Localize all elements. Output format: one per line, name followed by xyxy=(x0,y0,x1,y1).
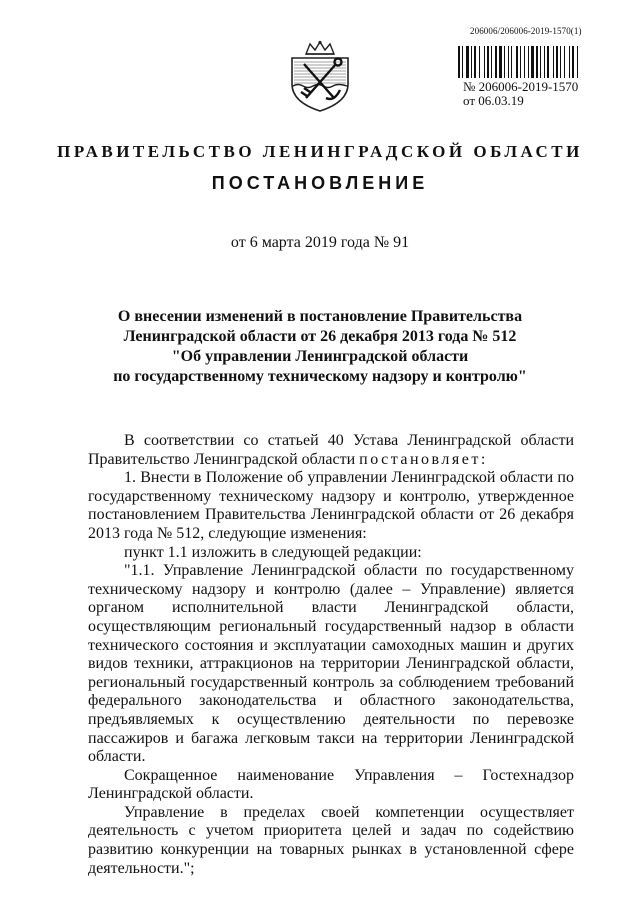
paragraph-competence: Управление в пределах своей компетенции осуществляет деятельность с учетом приоритета целей и задач по содействию развитию конкуренции на товарных рынках в установленной сфере деятельности."; xyxy=(88,803,574,877)
document-type: ПОСТАНОВЛЕНИЕ xyxy=(211,173,429,193)
title-line: Ленинградской области от 26 декабря 2013 года № 512 xyxy=(123,328,517,345)
title-line: по государственному техническому надзору и контролю" xyxy=(113,368,527,385)
paragraph-item-1: 1. Внести в Положение об управлении Ленинградской области по государственному техническому надзору и контролю, утвержденное постановлением Правительства Ленинградской области от 26 декабря 2013 года № 512, следующие изменения: xyxy=(88,469,574,542)
registry-stamp xyxy=(463,80,578,108)
document-body xyxy=(88,432,574,878)
title-line: "Об управлении Ленинградской области xyxy=(171,348,469,365)
resolves-word: постановляет: xyxy=(359,450,488,468)
preamble-paragraph xyxy=(88,432,574,469)
registry-date: от 06.03.19 xyxy=(463,93,524,108)
issuer-heading: ПРАВИТЕЛЬСТВО ЛЕНИНГРАДСКОЙ ОБЛАСТИ xyxy=(57,142,583,161)
preamble-text: В соответствии со статьей 40 Устава Ленинградской области Правительство Ленинградской области xyxy=(88,432,574,468)
coat-of-arms-icon xyxy=(284,40,356,114)
registry-number: № 206006-2019-1570 xyxy=(463,79,579,94)
document-date-number: от 6 марта 2019 года № 91 xyxy=(230,234,410,251)
document-title xyxy=(90,307,550,387)
registry-code-top: 206006/206006-2019-1570(1) xyxy=(470,26,582,36)
title-line: О внесении изменений в постановление Правительства xyxy=(117,308,523,325)
barcode-icon xyxy=(458,46,606,78)
paragraph-clause-1-1: "1.1. Управление Ленинградской области по государственному техническому надзору и контролю (далее – Управление) является органом исполнительной власти Ленинградской области, осуществляющим региональный государственный надзор в области технического состояния и эксплуатации самоходных машин и других видов техники, аттракционов на территории Ленинградской области, региональный государственный контроль за соблюдением требований федерального законодательства и областного законодательства, предъявляемых к осуществлению деятельности по перевозке пассажиров и багажа легковым такси на территории Ленинградской области. xyxy=(88,562,574,766)
paragraph-short-name: Сокращенное наименование Управления – Гостехнадзор Ленинградской области. xyxy=(88,766,574,803)
paragraph-instruction: пункт 1.1 изложить в следующей редакции: xyxy=(124,543,422,561)
